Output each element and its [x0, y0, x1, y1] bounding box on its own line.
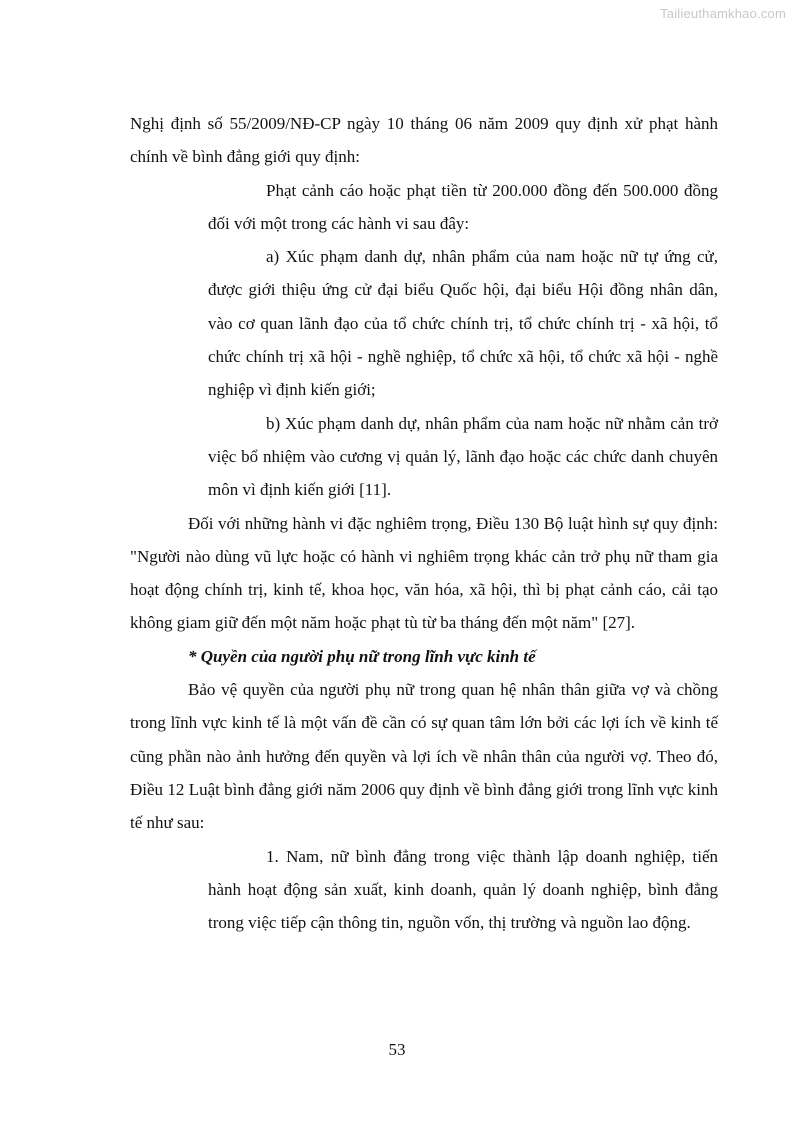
- watermark-text: Tailieuthamkhao.com: [660, 6, 786, 21]
- section-heading-economic-rights: * Quyền của người phụ nữ trong lĩnh vực kinh tế: [188, 646, 536, 666]
- page-content: [130, 107, 718, 939]
- quote-penalty-intro: Phạt cảnh cáo hoặc phạt tiền từ 200.000 đồng đến 500.000 đồng đối với một trong các hành vi sau đây:: [208, 180, 718, 233]
- quote-law-item-1: 1. Nam, nữ bình đẳng trong việc thành lập doanh nghiệp, tiến hành hoạt động sản xuất, kinh doanh, quản lý doanh nghiệp, bình đẳng trong việc tiếp cận thông tin, nguồn vốn, thị trường và nguồn lao động.: [208, 846, 718, 933]
- paragraph-decree-intro: Nghị định số 55/2009/NĐ-CP ngày 10 tháng 06 năm 2009 quy định xử phạt hành chính về bình đẳng giới quy định:: [130, 114, 718, 167]
- paragraph-criminal-code: Đối với những hành vi đặc nghiêm trọng, Điều 130 Bộ luật hình sự quy định: "Người nào dùng vũ lực hoặc có hành vi nghiêm trọng khác cản trở phụ nữ tham gia hoạt động chính trị, kinh tế, khoa học, văn hóa, xã hội, thì bị phạt cảnh cáo, cải tạo không giam giữ đến một năm hoặc phạt tù từ ba tháng đến một năm" [27].: [130, 513, 718, 633]
- quote-item-b: b) Xúc phạm danh dự, nhân phẩm của nam hoặc nữ nhằm cản trở việc bổ nhiệm vào cương vị quản lý, lãnh đạo hoặc các chức danh chuyên môn vì định kiến giới [11].: [208, 413, 718, 500]
- page-number: 53: [388, 1040, 406, 1059]
- paragraph-economic-rights: Bảo vệ quyền của người phụ nữ trong quan hệ nhân thân giữa vợ và chồng trong lĩnh vực kinh tế là một vấn đề cần có sự quan tâm lớn bởi các lợi ích về kinh tế cũng phần nào ảnh hưởng đến quyền và lợi ích về nhân thân của người vợ. Theo đó, Điều 12 Luật bình đẳng giới năm 2006 quy định về bình đẳng giới trong lĩnh vực kinh tế như sau:: [130, 680, 718, 833]
- quote-item-a: a) Xúc phạm danh dự, nhân phẩm của nam hoặc nữ tự ứng cử, được giới thiệu ứng cử đại biểu Quốc hội, đại biểu Hội đồng nhân dân, vào cơ quan lãnh đạo của tổ chức chính trị, tổ chức chính trị - xã hội, tổ chức chính trị xã hội - nghề nghiệp, tổ chức xã hội, tổ chức xã hội - nghề nghiệp vì định kiến giới;: [208, 247, 718, 400]
